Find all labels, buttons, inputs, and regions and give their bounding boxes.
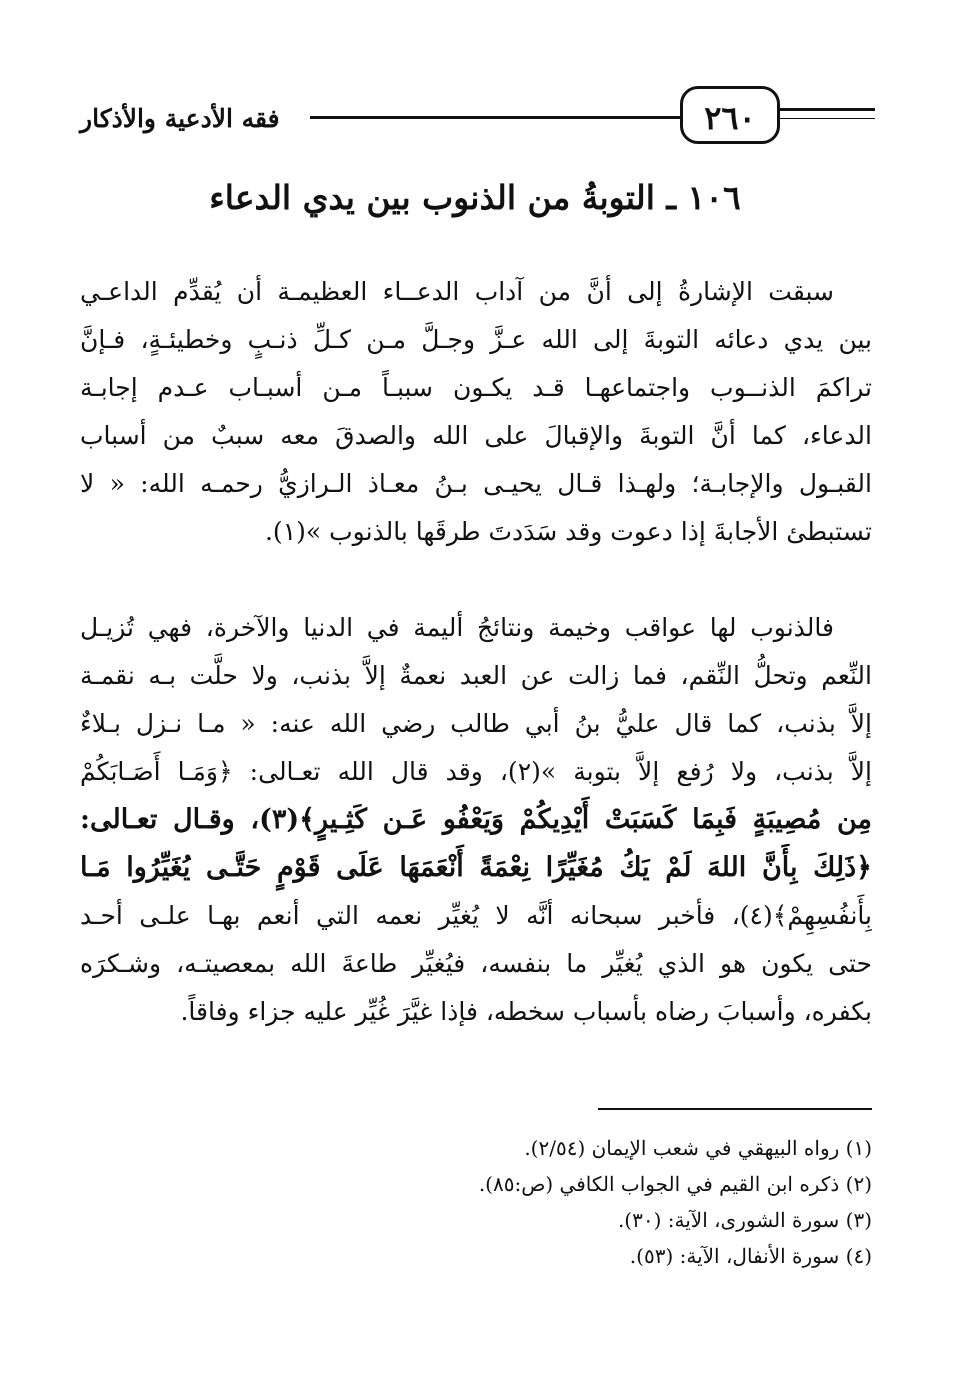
text-line: إلاَّ بذنب، كما قال عليُّ بنُ أبي طالب رضي الله عنه: « مـا نـزل بـلاءٌ — [80, 709, 872, 738]
paragraph-1 — [80, 268, 872, 556]
page-number: ٢٦٠ — [680, 86, 780, 144]
paragraph-2 — [80, 604, 872, 1036]
text-line: بكفره، وأسبابَ رضاه بأسباب سخطه، فإذا غيَّرَ غُيِّر عليه جزاء وفاقاً. — [180, 997, 872, 1026]
header-rule-left — [310, 116, 680, 119]
text-line: بِأَنفُسِهِمْ﴾(٤)، فأخبر سبحانه أنَّه لا يُغيِّر نعمه التي أنعم بهـا علـى أحـد — [80, 901, 872, 930]
quran-verse-line: ﴿ذَلِكَ بِأَنَّ اللهَ لَمْ يَكُ مُغَيِّرًا نِعْمَةً أَنْعَمَهَا عَلَى قَوْمٍ حَتَّـى يُغَيِّرُوا مَـا — [80, 852, 872, 883]
text-line: بين يدي دعائه التوبةَ إلى الله عـزَّ وجـلَّ مـن كـلِّ ذنـبٍ وخطيئـةٍ، فـإنَّ — [80, 325, 872, 354]
text-line: القبـول والإجابـة؛ ولهـذا قـال يحيـى بـنُ معـاذ الـرازيُّ رحمـه الله: « لا — [80, 469, 872, 498]
footnote-4: (٤) سورة الأنفال، الآية: (٥٣). — [629, 1244, 872, 1268]
header-rule-right-top — [780, 108, 875, 111]
footnote-separator — [598, 1108, 872, 1110]
quran-verse-line: مِن مُصِيبَةٍ فَبِمَا كَسَبَتْ أَيْدِيكُمْ وَيَعْفُو عَـن كَثِـيرٍ﴾(٣)، وقـال تعـالى: — [80, 804, 872, 835]
text-line: الدعاء، كما أنَّ التوبةَ والإقبالَ على الله والصدقَ معه سببٌ من أسباب — [80, 421, 872, 450]
footnote-3: (٣) سورة الشورى، الآية: (٣٠). — [617, 1208, 872, 1232]
text-line: تراكمَ الذنــوب واجتماعهـا قـد يكـون سببـاً مـن أسبـاب عـدم إجابـة — [80, 373, 872, 402]
header-rule-right-bottom — [780, 118, 875, 119]
text-line: سبقت الإشارةُ إلى أنَّ من آداب الدعــاء العظيمـة أن يُقدِّم الداعـي — [80, 277, 834, 306]
text-line: حتى يكون هو الذي يُغيِّر ما بنفسه، فيُغيِّر طاعةَ الله بمعصيتـه، وشـكرَه — [80, 949, 872, 978]
text-line: فالذنوب لها عواقب وخيمة ونتائجُ أليمة في الدنيا والآخرة، فهي تُزيـل — [80, 613, 834, 642]
text-line: إلاَّ بذنب، ولا رُفع إلاَّ بتوبة »(٢)، وقد قال الله تعـالى: ﴿وَمَـا أَصَـابَكُمْ — [80, 757, 872, 786]
chapter-heading: ١٠٦ ـ التوبةُ من الذنوب بين يدي الدعاء — [209, 178, 741, 217]
footnotes — [300, 1130, 872, 1274]
footnote-2: (٢) ذكره ابن القيم في الجواب الكافي (ص:٨٥). — [478, 1172, 872, 1196]
page-header — [80, 86, 875, 158]
text-line: النِّعم وتحلُّ النِّقم، فما زالت عن العبد نعمةٌ إلاَّ بذنب، ولا حلَّت بـه نقمـة — [80, 661, 872, 690]
footnote-1: (١) رواه البيهقي في شعب الإيمان (٢/٥٤). — [524, 1136, 872, 1160]
text-line: تستبطئ الأجابةَ إذا دعوت وقد سَدَدتَ طرقَها بالذنوب »(١). — [264, 517, 872, 546]
book-title: فقه الأدعية والأذكار — [80, 104, 280, 133]
